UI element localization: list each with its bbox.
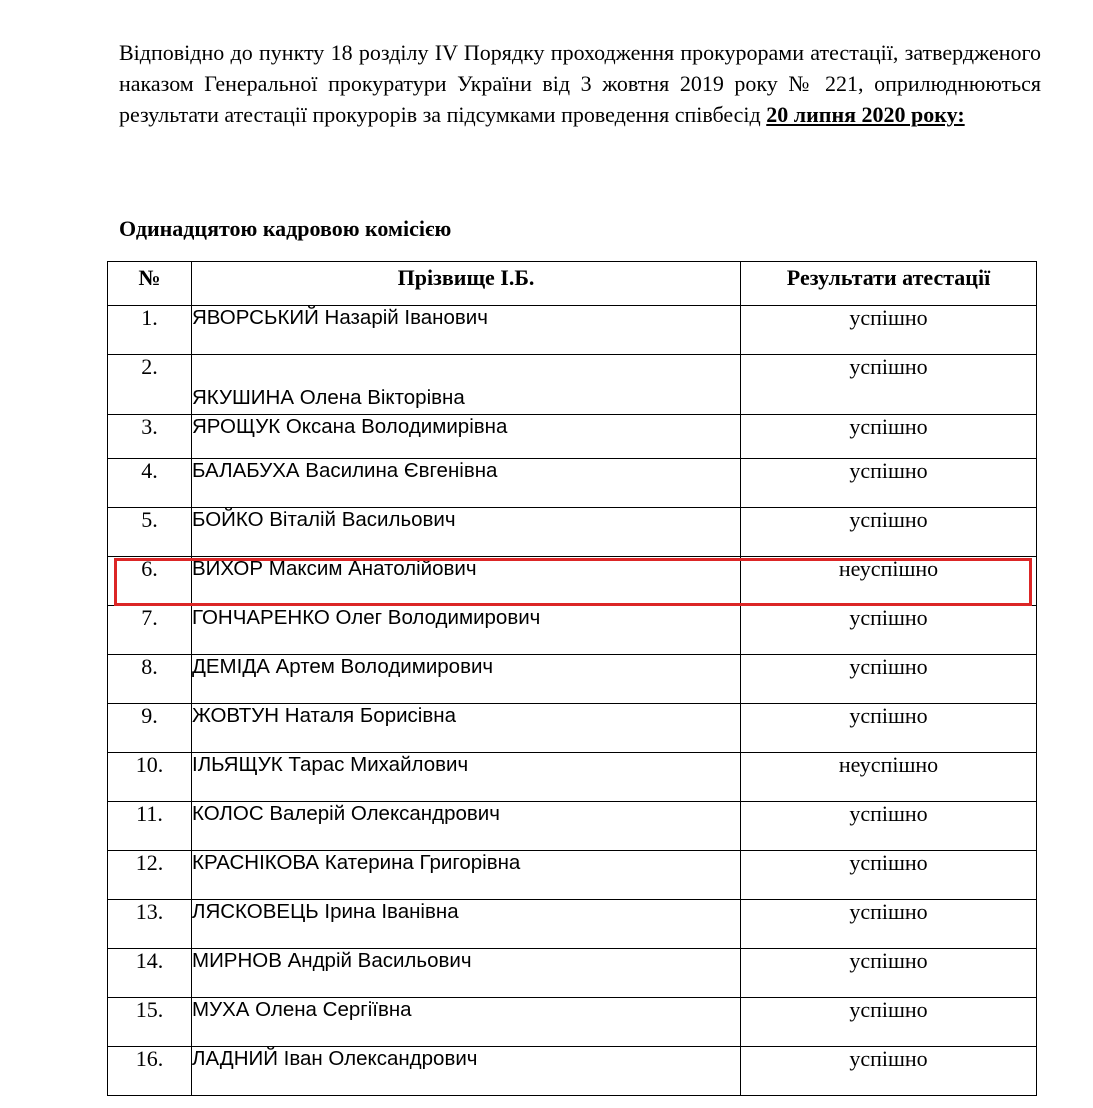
- row-name: ГОНЧАРЕНКО Олег Володимирович: [192, 606, 741, 655]
- row-name: ЯКУШИНА Олена Вікторівна: [192, 355, 741, 415]
- row-result: успішно: [741, 655, 1037, 704]
- row-name: ВИХОР Максим Анатолійович: [192, 557, 741, 606]
- table-row: [108, 355, 1037, 415]
- row-number: 8.: [108, 655, 192, 704]
- row-result: успішно: [741, 802, 1037, 851]
- row-result: успішно: [741, 508, 1037, 557]
- row-result: успішно: [741, 851, 1037, 900]
- intro-text: Відповідно до пункту 18 розділу IV Порядку проходження прокурорами атестації, затвердженого наказом Генеральної прокуратури України від 3 жовтня 2019 року № 221, оприлюднюються результати атестації прокурорів за підсумками проведення співбесід: [119, 40, 1041, 127]
- table-row: [108, 1047, 1037, 1096]
- table-row: [108, 998, 1037, 1047]
- table-row: [108, 415, 1037, 459]
- row-name: МУХА Олена Сергіївна: [192, 998, 741, 1047]
- row-name: БАЛАБУХА Василина Євгенівна: [192, 459, 741, 508]
- row-number: 9.: [108, 704, 192, 753]
- row-name: БОЙКО Віталій Васильович: [192, 508, 741, 557]
- table-row: [108, 655, 1037, 704]
- row-number: 3.: [108, 415, 192, 459]
- table-row: [108, 949, 1037, 998]
- row-number: 6.: [108, 557, 192, 606]
- row-number: 15.: [108, 998, 192, 1047]
- row-number: 4.: [108, 459, 192, 508]
- header-result: Результати атестації: [741, 262, 1037, 306]
- header-number: №: [108, 262, 192, 306]
- results-table: [107, 261, 1037, 1096]
- row-result: успішно: [741, 606, 1037, 655]
- interview-date: 20 липня 2020 року:: [766, 102, 965, 127]
- row-number: 14.: [108, 949, 192, 998]
- row-result: успішно: [741, 355, 1037, 415]
- table-row: [108, 704, 1037, 753]
- row-name: ДЕМІДА Артем Володимирович: [192, 655, 741, 704]
- row-result: неуспішно: [741, 557, 1037, 606]
- row-name: ЖОВТУН Наталя Борисівна: [192, 704, 741, 753]
- row-result: успішно: [741, 900, 1037, 949]
- row-number: 2.: [108, 355, 192, 415]
- commission-title: Одинадцятою кадровою комісією: [119, 216, 452, 241]
- row-result: успішно: [741, 704, 1037, 753]
- row-name: ІЛЬЯЩУК Тарас Михайлович: [192, 753, 741, 802]
- row-result: успішно: [741, 415, 1037, 459]
- table-row: [108, 306, 1037, 355]
- table-row: [108, 459, 1037, 508]
- row-number: 1.: [108, 306, 192, 355]
- row-name: ЛЯСКОВЕЦЬ Ірина Іванівна: [192, 900, 741, 949]
- row-result: успішно: [741, 306, 1037, 355]
- row-result: успішно: [741, 949, 1037, 998]
- row-number: 12.: [108, 851, 192, 900]
- table-row: [108, 508, 1037, 557]
- row-name: ЯВОРСЬКИЙ Назарій Іванович: [192, 306, 741, 355]
- row-number: 11.: [108, 802, 192, 851]
- row-name: КОЛОС Валерій Олександрович: [192, 802, 741, 851]
- row-name: МИРНОВ Андрій Васильович: [192, 949, 741, 998]
- table-row: [108, 802, 1037, 851]
- row-result: успішно: [741, 459, 1037, 508]
- table-row: [108, 753, 1037, 802]
- row-number: 13.: [108, 900, 192, 949]
- row-number: 16.: [108, 1047, 192, 1096]
- row-number: 7.: [108, 606, 192, 655]
- table-row: [108, 900, 1037, 949]
- row-result: неуспішно: [741, 753, 1037, 802]
- intro-paragraph: [119, 37, 1041, 130]
- row-result: успішно: [741, 1047, 1037, 1096]
- table-header-row: [108, 262, 1037, 306]
- row-number: 5.: [108, 508, 192, 557]
- table-row: [108, 557, 1037, 606]
- results-table-body: [108, 306, 1037, 1096]
- row-name: КРАСНІКОВА Катерина Григорівна: [192, 851, 741, 900]
- row-result: успішно: [741, 998, 1037, 1047]
- row-number: 10.: [108, 753, 192, 802]
- row-name: ЯРОЩУК Оксана Володимирівна: [192, 415, 741, 459]
- table-row: [108, 851, 1037, 900]
- table-row: [108, 606, 1037, 655]
- header-name: Прізвище І.Б.: [192, 262, 741, 306]
- row-name: ЛАДНИЙ Іван Олександрович: [192, 1047, 741, 1096]
